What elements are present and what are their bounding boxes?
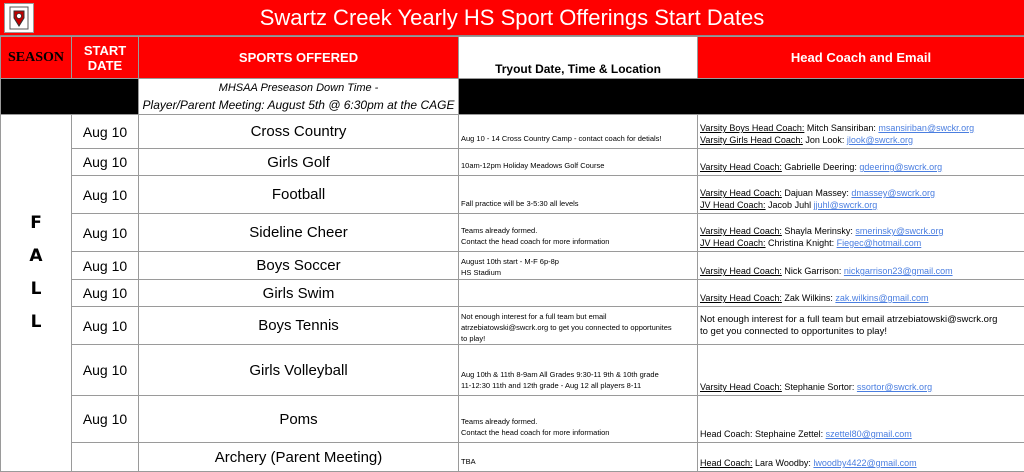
season-letter: L: [30, 279, 42, 299]
head-coach-cell: [698, 443, 1024, 472]
tryout-line: August 10th start - M-F 6p-8p: [461, 257, 559, 266]
coach-email-link[interactable]: Fiegec@hotmail.com: [836, 238, 922, 248]
head-coach-cell: [698, 280, 1024, 307]
sport-row: [1, 280, 1024, 307]
coach-email-link[interactable]: dmassey@swcrk.org: [851, 188, 936, 198]
coach-entry: [700, 122, 1022, 134]
coach-role: Varsity Head Coach:: [700, 226, 782, 236]
season-letter: L: [30, 312, 42, 332]
tryout-line: Fall practice will be 3-5:30 all levels: [461, 199, 579, 208]
start-date-cell: Aug 10: [72, 280, 139, 307]
preseason-note: MHSAA Preseason Down Time - Player/Parent Meeting: August 5th @ 6:30pm at the CAGE: [139, 79, 459, 115]
sport-name-cell: Boys Soccer: [139, 252, 459, 280]
coach-email-link[interactable]: ssortor@swcrk.org: [856, 382, 933, 392]
coach-name: Lara Woodby:: [752, 458, 814, 468]
coach-email-link[interactable]: nickgarrison23@gmail.com: [843, 266, 953, 276]
tryout-line: Teams already formed.: [461, 226, 538, 235]
black-fill: [459, 79, 1024, 115]
tryout-line: atrzebiatowski@swcrk.org to get you connected to opportunites: [461, 323, 672, 332]
coach-email-link[interactable]: smerinsky@swcrk.org: [855, 226, 944, 236]
head-coach-cell: [698, 115, 1024, 149]
coach-entry: [700, 225, 1022, 237]
head-coach-cell: [698, 176, 1024, 214]
coach-note-line: to get you connected to opportunites to play!: [700, 325, 887, 337]
head-coach-cell: [698, 307, 1024, 345]
sport-row: [1, 214, 1024, 252]
coach-name: Shayla Merinsky:: [781, 226, 856, 236]
coach-role: Varsity Head Coach:: [700, 266, 782, 276]
sport-name-cell: Poms: [139, 396, 459, 443]
coach-role: Varsity Head Coach:: [700, 162, 782, 172]
tryout-info-cell: [459, 115, 698, 149]
start-date-cell: Aug 10: [72, 252, 139, 280]
start-date-cell: Aug 10: [72, 115, 139, 149]
coach-name: Dajuan Massey:: [781, 188, 852, 198]
coach-role: Varsity Head Coach:: [700, 188, 782, 198]
start-date-cell: Aug 10: [72, 176, 139, 214]
season-letter: F: [30, 213, 42, 233]
start-date-cell: Aug 10: [72, 214, 139, 252]
tryout-line: 10am-12pm Holiday Meadows Golf Course: [461, 161, 605, 170]
season-letter: A: [29, 246, 43, 266]
coach-entry: [700, 187, 1022, 199]
black-fill: [1, 79, 139, 115]
sport-name-cell: Girls Golf: [139, 149, 459, 176]
sports-table: [0, 36, 1024, 472]
coach-entry: [700, 428, 1022, 440]
season-fall-cell: [1, 115, 72, 472]
header-row: [1, 37, 1024, 79]
sport-name-cell: Boys Tennis: [139, 307, 459, 345]
tryout-header: Tryout Date, Time & Location: [459, 37, 698, 79]
tryout-line: Not enough interest for a full team but email: [461, 312, 607, 321]
sport-row: [1, 115, 1024, 149]
head-coach-cell: [698, 345, 1024, 396]
coach-name: Gabrielle Deering:: [781, 162, 860, 172]
coach-entry: [700, 134, 1022, 146]
tryout-line: HS Stadium: [461, 268, 502, 277]
sport-name-cell: Cross Country: [139, 115, 459, 149]
sport-row: [1, 307, 1024, 345]
coach-name: Jacob Juhl: [765, 200, 814, 210]
tryout-info-cell: [459, 345, 698, 396]
coach-entry: [700, 199, 1022, 211]
coach-entry: [700, 161, 1022, 173]
coach-email-link[interactable]: lwoodby4422@gmail.com: [813, 458, 917, 468]
coach-email-link[interactable]: jlook@swcrk.org: [846, 135, 914, 145]
title-bar: [0, 0, 1024, 36]
coach-name: Zak Wilkins:: [781, 293, 836, 303]
start-date-cell: Aug 10: [72, 396, 139, 443]
sport-name-cell: Girls Volleyball: [139, 345, 459, 396]
coach-email-link[interactable]: szettel80@gmail.com: [825, 429, 912, 439]
tryout-info-cell: [459, 396, 698, 443]
tryout-line: Contact the head coach for more information: [461, 237, 610, 246]
coach-note-line: Not enough interest for a full team but email atrzebiatowski@swcrk.org: [700, 313, 998, 325]
tryout-info-cell: [459, 280, 698, 307]
coach-role: JV Head Coach:: [700, 200, 766, 210]
coach-role: Head Coach:: [700, 458, 753, 468]
head-coach-cell: [698, 396, 1024, 443]
head-coach-cell: [698, 214, 1024, 252]
sport-name-cell: Archery (Parent Meeting): [139, 443, 459, 472]
page-title: Swartz Creek Yearly HS Sport Offerings Start Dates: [259, 5, 765, 30]
sport-name-cell: Girls Swim: [139, 280, 459, 307]
coach-name: Nick Garrison:: [781, 266, 844, 276]
sport-row: [1, 149, 1024, 176]
coach-role: JV Head Coach:: [700, 238, 766, 248]
coach-role: Varsity Girls Head Coach:: [700, 135, 803, 145]
coach-email-link[interactable]: msansiriban@swckr.org: [878, 123, 975, 133]
start-date-cell: Aug 10: [72, 345, 139, 396]
coach-name: Christina Knight:: [765, 238, 837, 248]
coach-email-link[interactable]: gdeering@swcrk.org: [859, 162, 943, 172]
coach-name: Stephanie Sortor:: [781, 382, 857, 392]
sport-row: [1, 176, 1024, 214]
coach-entry: [700, 237, 1022, 249]
start-date-cell: Aug 10: [72, 149, 139, 176]
coach-email-link[interactable]: jjuhl@swcrk.org: [813, 200, 878, 210]
coach-entry: [700, 457, 1022, 469]
tryout-line: Aug 10 - 14 Cross Country Camp - contact coach for detials!: [461, 134, 662, 143]
coach-name: Jon Look:: [802, 135, 847, 145]
coach-entry: [700, 292, 1022, 304]
tryout-info-cell: [459, 149, 698, 176]
tryout-info-cell: [459, 307, 698, 345]
tryout-line: TBA: [461, 457, 476, 466]
tryout-line: Contact the head coach for more information: [461, 428, 610, 437]
coach-email-link[interactable]: zak.wilkins@gmail.com: [835, 293, 929, 303]
head-coach-cell: [698, 149, 1024, 176]
sport-row: [1, 443, 1024, 472]
sport-row: [1, 252, 1024, 280]
tryout-line: Aug 10th & 11th 8-9am All Grades 9:30-11 9th & 10th grade: [461, 370, 659, 379]
sport-row: [1, 396, 1024, 443]
head-coach-header: Head Coach and Email: [698, 37, 1024, 79]
start-date-cell: Aug 10: [72, 307, 139, 345]
start-date-header: START DATE: [72, 37, 139, 79]
tryout-info-cell: [459, 252, 698, 280]
sport-row: [1, 345, 1024, 396]
sport-name-cell: Football: [139, 176, 459, 214]
coach-role: Varsity Head Coach:: [700, 293, 782, 303]
head-coach-cell: [698, 252, 1024, 280]
start-date-cell: [72, 443, 139, 472]
tryout-info-cell: [459, 176, 698, 214]
sport-name-cell: Sideline Cheer: [139, 214, 459, 252]
season-header: SEASON: [1, 37, 72, 79]
coach-entry: [700, 381, 1022, 393]
tryout-info-cell: [459, 443, 698, 472]
tryout-line: Teams already formed.: [461, 417, 538, 426]
coach-role: Varsity Boys Head Coach:: [700, 123, 805, 133]
coach-name: Head Coach: Stephaine Zettel:: [700, 429, 826, 439]
tryout-line: to play!: [461, 334, 486, 343]
coach-entry: [700, 265, 1022, 277]
tryout-info-cell: [459, 214, 698, 252]
coach-role: Varsity Head Coach:: [700, 382, 782, 392]
coach-name: Mitch Sansiriban:: [804, 123, 879, 133]
sports-offered-header: SPORTS OFFERED: [139, 37, 459, 79]
notes-row: [1, 79, 1024, 115]
tryout-line: 11-12:30 11th and 12th grade - Aug 12 all players 8-11: [461, 381, 642, 390]
